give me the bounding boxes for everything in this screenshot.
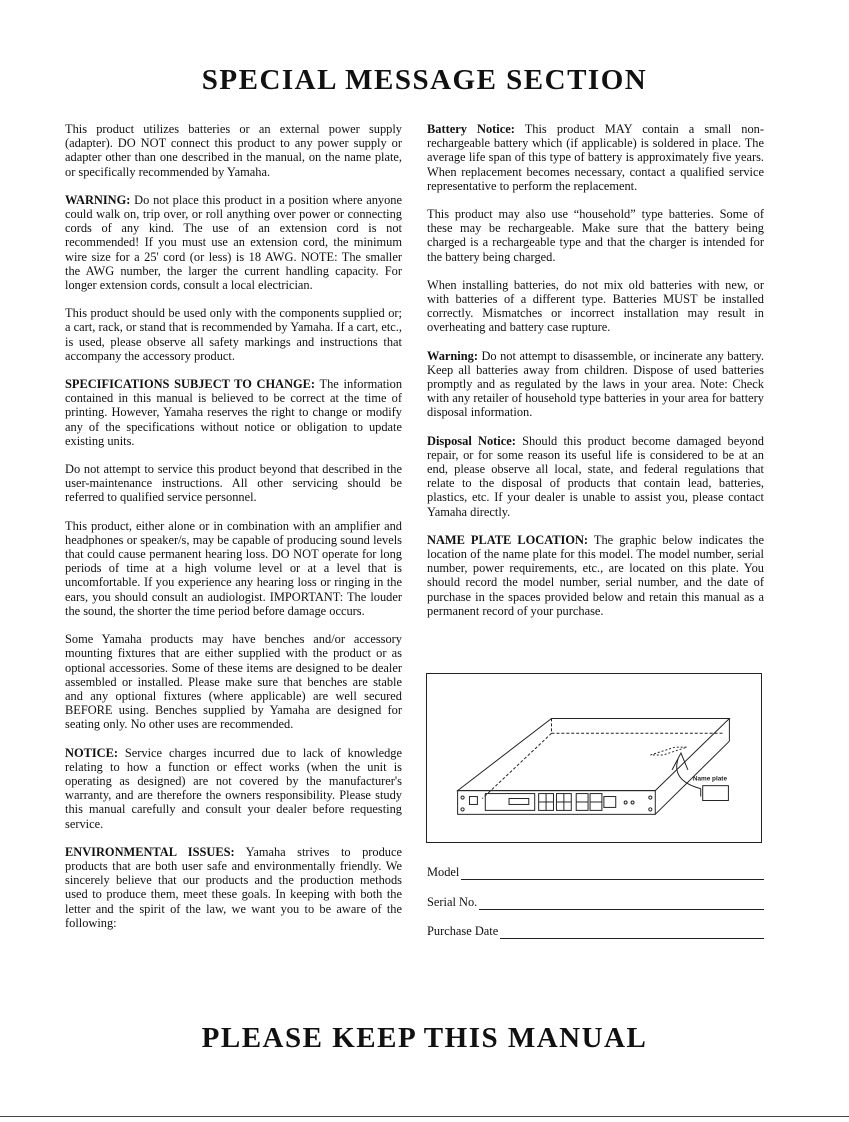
left-column-paragraph [65, 306, 402, 363]
model-line[interactable] [461, 869, 764, 880]
unit-top-outline [458, 718, 730, 790]
footer-title: PLEASE KEEP THIS MANUAL [201, 1022, 648, 1054]
name-plate-box [703, 786, 729, 801]
paragraph-text: Do not attempt to disassemble, or incinerate any battery. Keep all batteries away from children. Dispose of used batteries promptly and as regulated by the laws in your area. Note: Check with any retailer of household type batteries in your area for battery disposal information. [427, 348, 764, 420]
right-column-paragraph [427, 434, 764, 519]
paragraph-lead: Disposal Notice: [427, 433, 516, 448]
right-column-paragraph [427, 207, 764, 264]
left-column-paragraph [65, 462, 402, 505]
left-column-paragraph [65, 193, 402, 292]
serial-line[interactable] [479, 899, 764, 910]
name-plate-diagram [426, 673, 762, 843]
left-column-paragraph [65, 377, 402, 448]
paragraph-text: This product, either alone or in combination with an amplifier and headphones or speaker/s, may be capable of producing sound levels that could cause permanent hearing loss. DO NOT operate for long periods of time at a high volume level or at a level that is uncomfortable. If you experience any hearing loss or ringing in the ears, you should consult an audiologist. IMPORTANT: The louder the sound, the shorter the time period before damage occurs. [65, 518, 402, 618]
left-column-paragraph [65, 632, 402, 731]
right-column-paragraph [427, 122, 764, 193]
purchase-date-label: Purchase Date [427, 924, 499, 938]
left-column-paragraph [65, 519, 402, 618]
paragraph-text: When installing batteries, do not mix old batteries with new, or with batteries of a different type. Batteries MUST be installed correctly. Mismatches or incorrect installation may result in overheating and battery case rupture. [427, 277, 764, 335]
left-column-paragraph [65, 845, 402, 930]
serial-label: Serial No. [427, 895, 478, 909]
left-column-paragraph [65, 746, 402, 831]
paragraph-text: This product should be used only with the components supplied or; a cart, rack, or stand that is recommended by Yamaha. If a cart, etc., is used, please observe all safety markings and instructions that accompany the accessory product. [65, 306, 402, 363]
paragraph-text: This product utilizes batteries or an external power supply (adapter). DO NOT connect this product to any power supply or adapter other than one described in the manual, on the name plate, or specifically recommended by Yamaha. [65, 122, 402, 179]
paragraph-text: Should this product become damaged beyond repair, or for some reason its useful life is considered to be at an end, please observe all local, state, and federal regulations that relate to the disposal of products that contain lead, batteries, plastics, etc. If your dealer is unable to assist you, please contact Yamaha directly. [427, 433, 764, 519]
right-column-paragraph [427, 349, 764, 420]
right-column-paragraph [427, 278, 764, 335]
bottom-rule [0, 1116, 849, 1117]
paragraph-text: Service charges incurred due to lack of knowledge relating to how a function or effect works (when the unit is operating as designed) are not covered by the manufacturer's warranty, and are therefore the owners responsibility. Please study this manual carefully and consult your dealer before requesting service. [65, 745, 402, 831]
name-plate-label: Name plate [692, 775, 728, 783]
paragraph-text: The graphic below indicates the location of the name plate for this model. The model number, serial number, power requirements, etc., are located on this plate. You should record the model number, serial number, and the date of purchase in the spaces provided below and retain this manual as a permanent record of your purchase. [427, 532, 764, 618]
paragraph-text: Yamaha strives to produce products that are both user safe and environmentally friendly. We sincerely believe that our products and the production methods used to produce them, meet these goals. In keeping with both the letter and the spirit of the law, we want you to be aware of the following: [65, 844, 402, 930]
purchase-date-line[interactable] [500, 928, 764, 939]
paragraph-lead: WARNING: [65, 192, 131, 207]
paragraph-lead: NAME PLATE LOCATION: [427, 532, 589, 547]
model-field[interactable] [427, 865, 764, 880]
paragraph-text: This product may also use “household” type batteries. Some of these may be rechargeable. Make sure that the battery being charged is a rechargeable type and that the charger is intended for the battery being charged. [427, 207, 764, 264]
purchase-date-field[interactable] [427, 924, 764, 939]
paragraph-text: The information contained in this manual is believed to be correct at the time of printing. However, Yamaha reserves the right to change or modify any of the specifications without notice or obligation to update existing units. [65, 377, 403, 448]
paragraph-text: This product MAY contain a small non-rechargeable battery which (if applicable) is soldered in place. The average life span of this type of battery is approximately five years. When replacement becomes necessary, contact a qualified service representative to perform the replacement. [427, 122, 764, 193]
paragraph-text: Do not attempt to service this product beyond that described in the user-maintenance instructions. All other servicing should be referred to qualified service personnel. [65, 462, 402, 505]
paragraph-lead: Battery Notice: [427, 122, 515, 136]
paragraph-lead: SPECIFICATIONS SUBJECT TO CHANGE: [65, 377, 316, 392]
left-column [65, 122, 402, 944]
name-plate-illustration [427, 674, 761, 842]
paragraph-text: Do not place this product in a position where anyone could walk on, trip over, or roll anything over power or connecting cords of any kind. The use of an extension cord is not recommended! If you must use an extension cord, the minimum wire size for a 25' cord (or less) is 18 AWG. NOTE: The smaller the AWG number, the larger the current handling capacity. For longer extension cords, consult a local electrician. [65, 192, 402, 293]
serial-field[interactable] [427, 895, 764, 910]
left-column-paragraph [65, 122, 402, 179]
right-column [427, 122, 764, 632]
paragraph-lead: NOTICE: [65, 745, 119, 760]
model-label: Model [427, 865, 460, 879]
page-title: SPECIAL MESSAGE SECTION [201, 64, 648, 96]
paragraph-lead: Warning: [427, 348, 478, 363]
paragraph-text: Some Yamaha products may have benches and/or accessory mounting fixtures that are either supplied with the product or as optional accessories. Some of these items are designed to be dealer assembled or installed. Please make sure that benches are stable and any optional fixtures (where applicable) are well secured BEFORE using. Benches supplied by Yamaha are designed for seating only. No other uses are recommended. [65, 632, 402, 732]
paragraph-lead: ENVIRONMENTAL ISSUES: [65, 844, 235, 859]
right-column-paragraph [427, 533, 764, 618]
